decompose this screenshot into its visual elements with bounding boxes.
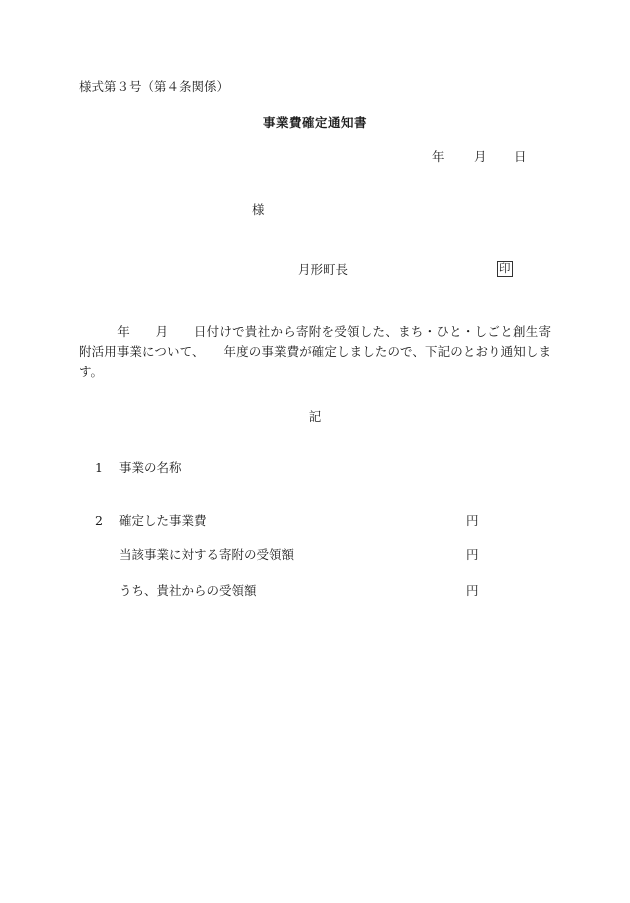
document-title: 事業費確定通知書 (262, 115, 367, 130)
seal-mark: 印 (499, 261, 511, 275)
sub-item-label-donation-received: 当該事業に対する寄附の受領額 (119, 547, 295, 562)
issuer-name: 月形町長 (298, 262, 349, 277)
ki-heading: 記 (308, 409, 322, 424)
yen-unit: 円 (466, 513, 479, 528)
sub-item-label-company-donation: うち、貴社からの受領額 (119, 583, 257, 598)
item-label-project-name: 事業の名称 (119, 460, 182, 475)
yen-unit: 円 (466, 547, 479, 562)
yen-unit: 円 (466, 583, 479, 598)
addressee-honorific: 様 (252, 202, 265, 217)
date-month-label: 月 (474, 149, 487, 164)
item-number: 2 (95, 513, 103, 528)
date-year-label: 年 (432, 149, 445, 164)
body-paragraph: 年 月 日付けで貴社から寄附を受領した、まち・ひと・しごと創生寄附活用事業について、 年度の事業費が確定しましたので、下記のとおり通知します。 (79, 324, 551, 379)
item-number: 1 (95, 460, 103, 475)
item-label-confirmed-cost: 確定した事業費 (119, 513, 207, 528)
date-day-label: 日 (514, 149, 527, 164)
form-number: 様式第３号（第４条関係） (79, 79, 230, 94)
